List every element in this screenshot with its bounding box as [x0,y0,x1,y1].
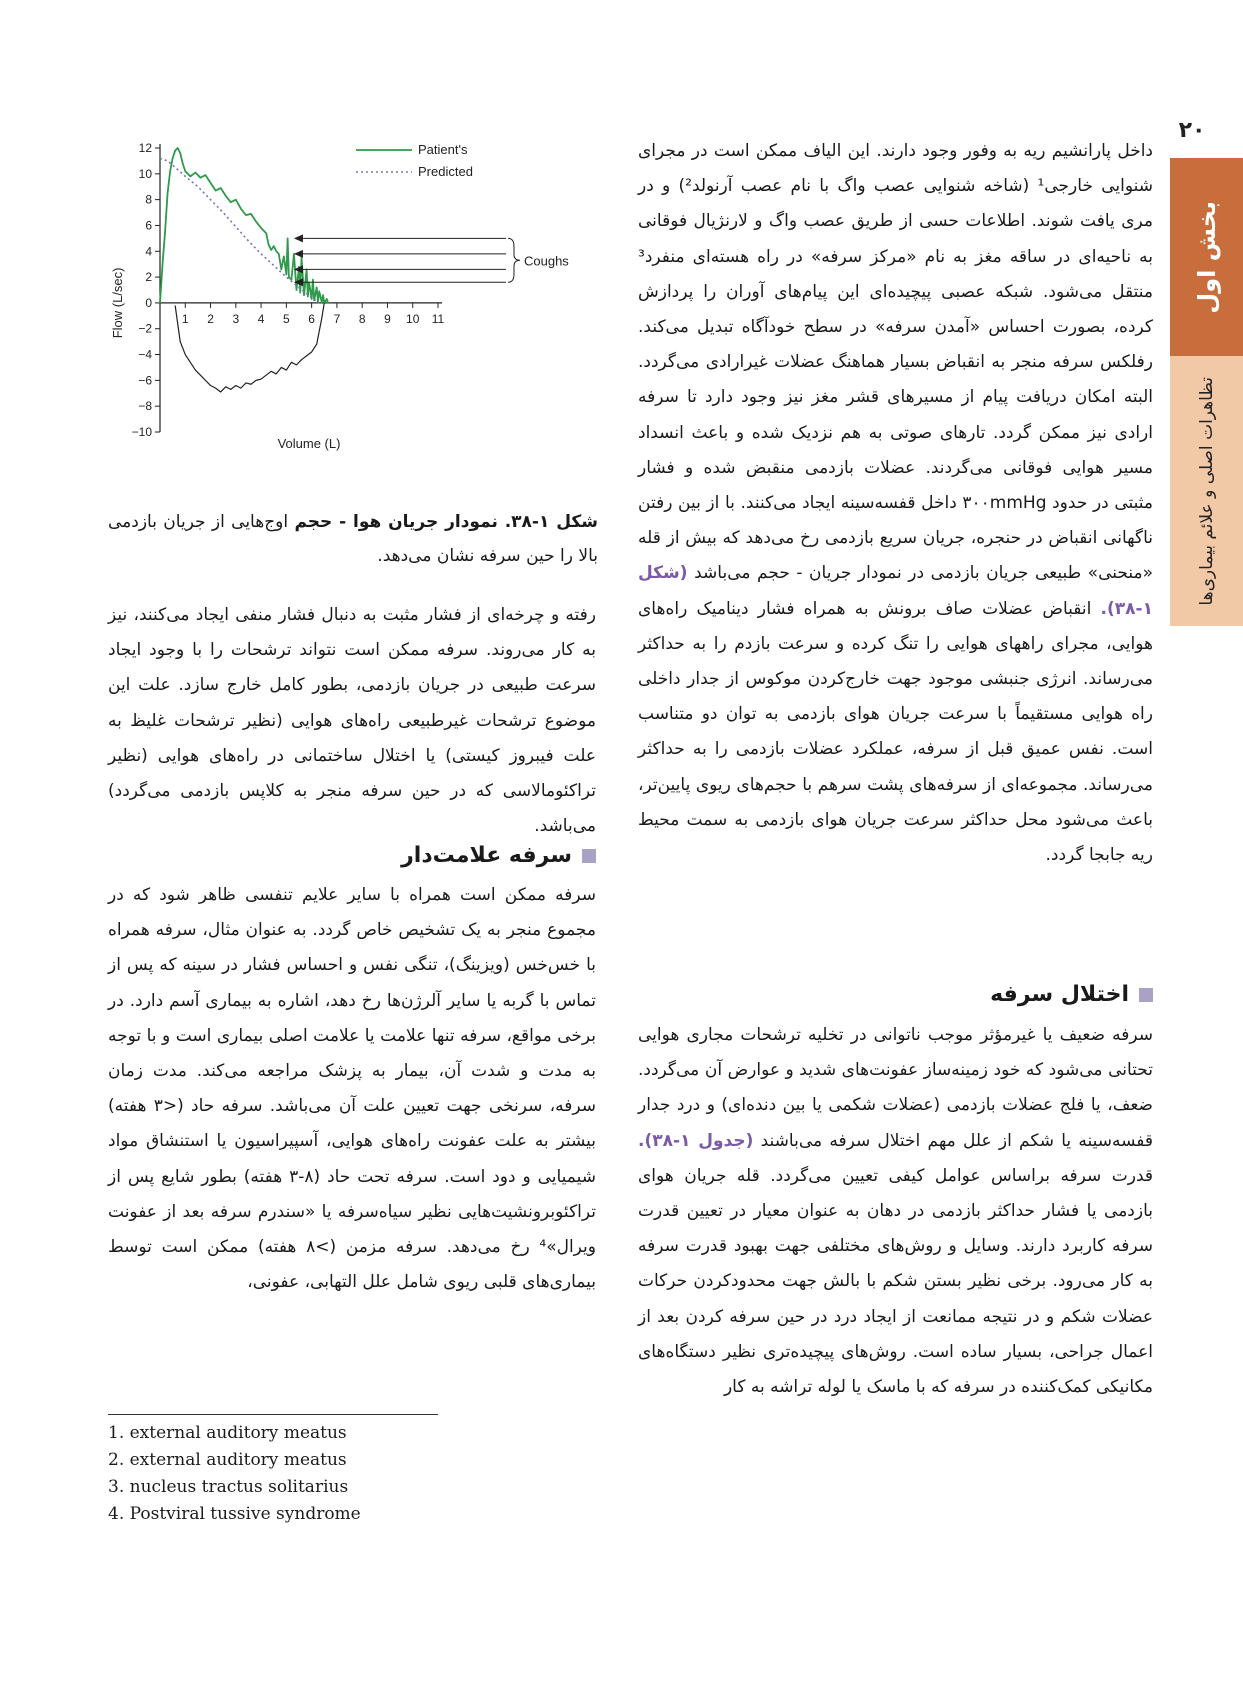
heading-cough-disorder-text: اختلال سرفه [990,982,1129,1007]
x-tick-label: 7 [333,311,341,326]
cough-arrow-head [294,250,303,258]
y-tick-label: 10 [138,166,152,181]
footnote-1: 1. external auditory meatus [108,1423,347,1443]
y-tick-label: 0 [145,295,152,310]
heading-square-icon [582,849,596,863]
part-tab [1170,158,1243,356]
coughs-brace [508,238,520,282]
left-column-1 [108,598,596,844]
right-column [638,134,1153,873]
y-tick-label: −10 [131,425,152,439]
right-paragraph-2 [638,1018,1153,1405]
y-tick-label: −6 [138,373,152,388]
right-paragraph-1-cont: انقباض عضلات صاف برونش به همراه فشار دینامیک راه‌های هوایی، مجرای راههای هوایی را تنگ کرده و سرعت بازدم را به حداکثر می‌رساند. انرژی جنبشی موجود جهت خارج‌کردن موکوس از جدار داخلی راه هوایی مستقیماً با سرعت جریان هوای بازدمی به توان دو متناسب است. نفس عمیق قبل از سرفه، عملکرد عضلات بازدمی را به حداکثر می‌رساند. مجموعه‌ای از سرفه‌های پشت سرهم با حجم‌های ریوی پایین‌تر، باعث می‌شود محل حداکثر سرعت جریان هوای بازدمی به سمت محیط ریه جابجا گردد. [638,598,1153,866]
x-tick-label: 2 [207,311,214,326]
x-tick-label: 3 [232,311,240,326]
right-paragraph-1-text: داخل پارانشیم ریه به وفور وجود دارند. این الیاف ممکن است در مجرای شنوایی خارجی¹ (شاخه شنوایی عصب واگ با نام عصب آرنولد²) و در مری یافت شوند. اطلاعات حسی از طریق عصب واگ و لارنژیال فوقانی به ناحیه‌ای در ساقه مغز به نام «مرکز سرفه» در راه هسته‌ای منفرد³ منتقل می‌شود. شبکه عصبی پیچیده‌ای این پیام‌های آوران را پردازش کرده، بصورت احساس «آمدن سرفه» در سطح خودآگاه تبدیل می‌کند. رفلکس سرفه منجر به انقباض بسیار هماهنگ عضلات غیرارادی می‌گردد. البته امکان دریافت پیام از مسیرهای قشر مغز نیز وجود دارد تا سرفه ارادی نیز ممکن گردد. تارهای صوتی به هم نزدیک شده و باعث انسداد مسیر هوایی فوقانی می‌گردند. عضلات بازدمی منقبض شده و فشار مثبتی در حدود ۳۰۰mmHg داخل قفسه‌سینه ایجاد می‌کنند. با از بین رفتن ناگهانی انقباض در حنجره، جریان سریع بازدمی رخ می‌دهد که بیش از قله «منحنی» طبیعی جریان بازدمی در نمودار جریان - حجم می‌باشد [638,141,1153,584]
legend-label: Predicted [418,164,473,179]
series-patient-s-line [160,148,329,303]
coughs-annotation: Coughs [524,253,569,269]
x-tick-label: 9 [384,311,391,326]
y-tick-label: 8 [145,192,152,207]
y-tick-label: −4 [138,347,152,362]
footnote-4: 4. Postviral tussive syndrome [108,1504,361,1524]
x-tick-label: 10 [406,311,420,326]
right-paragraph-2-cont: قدرت سرفه براساس عوامل کیفی تعیین می‌گردد. قله جریان هوای بازدمی یا فشار حداکثر بازدمی در دهان به عنوان معیار در تعیین قدرت سرفه کاربرد دارند. وسایل و روش‌های مختلفی جهت بهبود قدرت سرفه به کار می‌رود. برخی نظیر بستن شکم با بالش جهت محدودکردن حرکات عضلات شکم و در نتیجه ممانعت از ایجاد درد در حین سرفه کردن بعد از اعمال جراحی، بسیار ساده است. روش‌های پیچیده‌تری نظیر دستگاه‌های مکانیکی کمک‌کننده در سرفه که با ماسک یا لوله تراشه به کار [638,1165,1153,1398]
caption-label: شکل ۱-۳۸. نمودار جریان هوا - حجم [294,512,598,532]
x-tick-label: 4 [257,311,265,326]
right-column-2 [638,1018,1153,1405]
footnote-3: 3. nucleus tractus solitarius [108,1477,349,1497]
section-label: تظاهرات اصلی و علائم بیماری‌ها [1196,376,1217,606]
right-paragraph-1 [638,134,1153,873]
heading-symptomatic-cough-text: سرفه علامت‌دار [401,843,572,868]
y-tick-label: 2 [145,270,152,285]
y-tick-label: −8 [138,399,152,414]
left-paragraph-1: رفته و چرخه‌ای از فشار مثبت به دنبال فشار منفی ایجاد می‌کنند، نیز به کار می‌روند. سرفه ممکن است نتواند ترشحات را با وجود ایجاد سرعت طبیعی در جریان بازدمی، بطور کامل خارج سازد. علت این موضوع ترشحات غیرطبیعی راه‌های هوایی (نظیر ترشحات غلیظ به علت فیبروز کیستی) یا اختلال ساختمانی در راه‌های هوایی (نظیر تراکئومالاسی که در حین سرفه منجر به کلاپس بازدمی می‌گردد) می‌باشد. [108,605,596,837]
section-tab [1170,356,1243,626]
part-label: بخش اول [1192,200,1221,314]
y-axis-label: Flow (L/sec) [110,267,125,339]
y-tick-label: 4 [145,244,152,259]
heading-square-icon [1139,988,1153,1002]
flow-volume-chart [108,140,608,480]
series-inspiratory-line [175,303,324,392]
left-paragraph-2: سرفه ممکن است همراه با سایر علایم تنفسی ظاهر شود که در مجموع منجر به یک تشخیص خاص گردد. به عنوان مثال، سرفه همراه با خس‌خس (ویزینگ)، تنگی نفس و احساس فشار در سینه که پس از تماس با گربه یا سایر آلرژن‌ها رخ دهد، اشاره به بیماری آسم دارد. در برخی مواقع، سرفه تنها علامت یا علامت اصلی بیماری است و با توجه به مدت و شدت آن، بیمار به پزشک مراجعه می‌کند. مدت زمان سرفه، سرنخی جهت تعیین علت آن می‌باشد. سرفه حاد (<۳ هفته) بیشتر به علت عفونت راه‌های هوایی، آسپیراسیون یا استنشاق مواد شیمیایی و دود است. سرفه تحت حاد (۸-۳ هفته) بطور شایع پس از تراکئوبرونشیت‌هایی نظیر سیاه‌سرفه یا «سندرم سرفه بعد از عفونت ویرال»⁴ رخ می‌دهد. سرفه مزمن (>۸ هفته) ممکن است توسط بیماری‌های قلبی ریوی شامل علل التهابی، عفونی، [108,885,596,1293]
x-tick-label: 11 [431,311,445,326]
figure-reference[interactable]: (شکل ۱-۳۸). [638,563,1153,619]
heading-cough-disorder [868,982,1153,1007]
legend-label: Patient's [418,142,468,157]
right-paragraph-2-text: سرفه ضعیف یا غیرمؤثر موجب ناتوانی در تخلیه ترشحات مجاری هوایی تحتانی می‌شود که خود زمینه‌ساز عفونت‌های شدید و عوارض آن می‌گردد. ضعف، یا فلج عضلات بازدمی (عضلات شکمی یا بین دنده‌ای) و درد جدار قفسه‌سینه یا شکم از علل مهم اختلال سرفه می‌باشند [638,1025,1153,1151]
x-tick-label: 5 [283,311,290,326]
left-column-2 [108,878,596,1300]
table-reference[interactable]: (جدول ۱-۳۸). [638,1130,754,1151]
footnote-rule [108,1414,438,1415]
x-tick-label: 8 [358,311,366,326]
page-number: ۲۰ [1178,118,1206,143]
footnotes [108,1420,508,1528]
y-tick-label: 6 [145,218,152,233]
x-tick-label: 6 [308,311,315,326]
y-tick-label: −2 [138,321,152,336]
x-tick-label: 1 [181,311,189,326]
x-axis-label: Volume (L) [277,436,341,451]
figure-caption [108,505,598,573]
footnote-2: 2. external auditory meatus [108,1450,347,1470]
cough-arrow-head [294,234,303,242]
caption-text: اوج‌هایی از جریان بازدمی بالا را حین سرفه نشان می‌دهد. [108,512,598,566]
heading-symptomatic-cough [360,843,596,868]
y-tick-label: 12 [138,141,152,155]
